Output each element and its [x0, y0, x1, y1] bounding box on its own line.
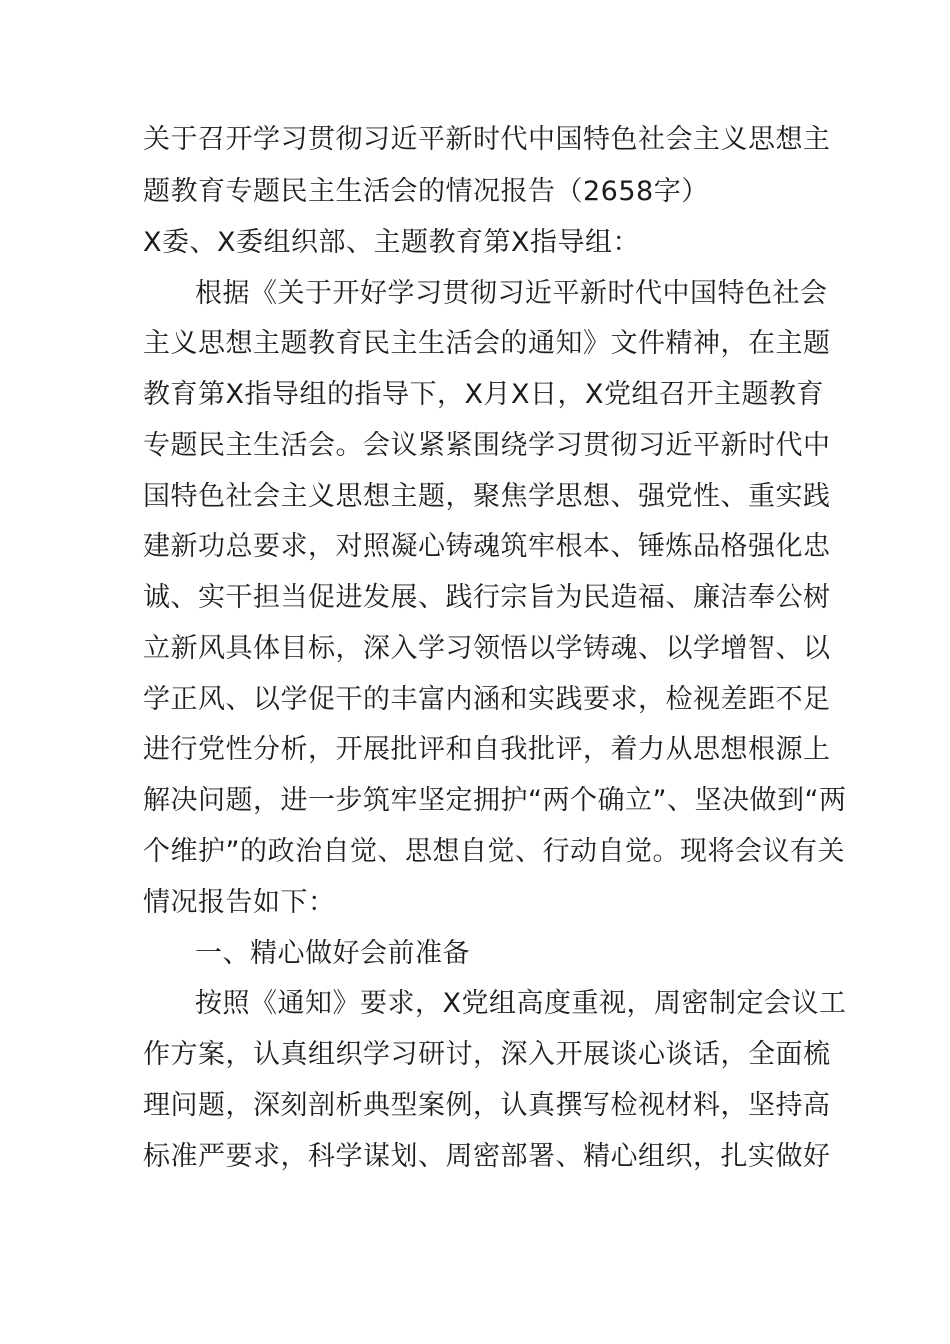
- paragraph-1-line: 个维护”的政治自觉、思想自觉、行动自觉。现将会议有关: [143, 836, 845, 867]
- paragraph-1-line: 情况报告如下：: [143, 887, 336, 918]
- salutation: X委、X委组织部、主题教育第X指导组：: [143, 227, 640, 258]
- paragraph-1-line: 国特色社会主义思想主题，聚焦学思想、强党性、重实践: [143, 481, 831, 512]
- paragraph-2-line: 作方案，认真组织学习研讨，深入开展谈心谈话，全面梳: [143, 1039, 831, 1070]
- paragraph-1-line: 诚、实干担当促进发展、践行宗旨为民造福、廉洁奉公树: [143, 582, 831, 613]
- paragraph-1-line: 学正风、以学促干的丰富内涵和实践要求，检视差距不足: [143, 684, 831, 715]
- document-title-line-1: 关于召开学习贯彻习近平新时代中国特色社会主义思想主: [143, 124, 831, 155]
- paragraph-2-line: 按照《通知》要求，X党组高度重视，周密制定会议工: [195, 988, 847, 1019]
- paragraph-1-line: 解决问题，进一步筑牢坚定拥护“两个确立”、坚决做到“两: [143, 785, 847, 816]
- paragraph-1-line: 立新风具体目标，深入学习领悟以学铸魂、以学增智、以: [143, 633, 831, 664]
- document-title-line-2: 题教育专题民主生活会的情况报告（2658字）: [143, 176, 709, 207]
- paragraph-2-line: 理问题，深刻剖析典型案例，认真撰写检视材料，坚持高: [143, 1090, 831, 1121]
- paragraph-2-line: 标准严要求，科学谋划、周密部署、精心组织，扎实做好: [143, 1141, 831, 1172]
- paragraph-1-line: 专题民主生活会。会议紧紧围绕学习贯彻习近平新时代中: [143, 430, 831, 461]
- paragraph-1-line: 进行党性分析，开展批评和自我批评，着力从思想根源上: [143, 734, 831, 765]
- paragraph-1-line: 根据《关于开好学习贯彻习近平新时代中国特色社会: [195, 278, 828, 309]
- paragraph-1-line: 教育第X指导组的指导下，X月X日，X党组召开主题教育: [143, 379, 824, 410]
- paragraph-1-line: 主义思想主题教育民主生活会的通知》文件精神，在主题: [143, 328, 831, 359]
- paragraph-1-line: 建新功总要求，对照凝心铸魂筑牢根本、锤炼品格强化忠: [143, 531, 831, 562]
- section-1-heading: 一、精心做好会前准备: [195, 938, 470, 969]
